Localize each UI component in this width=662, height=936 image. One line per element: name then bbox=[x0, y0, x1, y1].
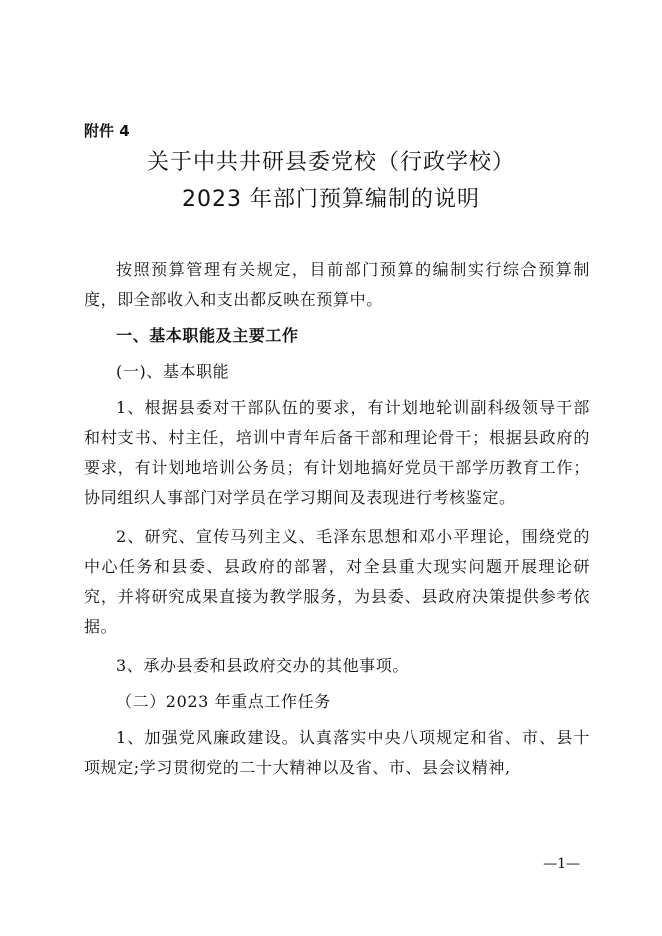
document-body bbox=[84, 255, 590, 783]
document-title-line-1: 关于中共井研县委党校（行政学校） bbox=[146, 150, 515, 175]
document-title-line-2: 2023 年部门预算编制的说明 bbox=[182, 187, 480, 212]
attachment-label: 附件 4 bbox=[84, 122, 130, 140]
subsection-heading-basic-functions: (一)、基本职能 bbox=[116, 362, 230, 381]
paragraph-function-3: 3、承办县委和县政府交办的其他事项。 bbox=[116, 656, 409, 675]
paragraph-task-1: 1、加强党风廉政建设。认真落实中央八项规定和省、市、县十项规定;学习贯彻党的二十大精神以及省、市、县会议精神, bbox=[84, 728, 590, 777]
section-heading-basic-functions: 一、基本职能及主要工作 bbox=[116, 326, 299, 345]
subsection-heading-key-tasks: （二）2023 年重点工作任务 bbox=[116, 692, 331, 711]
page-number: —1— bbox=[543, 856, 580, 872]
paragraph-function-2: 2、研究、宣传马列主义、毛泽东思想和邓小平理论，围绕党的中心任务和县委、县政府的部署，对全县重大现实问题开展理论研究，并将研究成果直接为教学服务，为县委、县政府决策提供参考依据。 bbox=[84, 527, 590, 636]
intro-paragraph: 按照预算管理有关规定，目前部门预算的编制实行综合预算制度，即全部收入和支出都反映在预算中。 bbox=[84, 260, 590, 309]
paragraph-function-1: 1、根据县委对干部队伍的要求，有计划地轮训副科级领导干部和村支书、村主任，培训中青年后备干部和理论骨干；根据县政府的要求，有计划地培训公务员；有计划地搞好党员干部学历教育工作；协同组织人事部门对学员在学习期间及表现进行考核鉴定。 bbox=[84, 398, 590, 507]
